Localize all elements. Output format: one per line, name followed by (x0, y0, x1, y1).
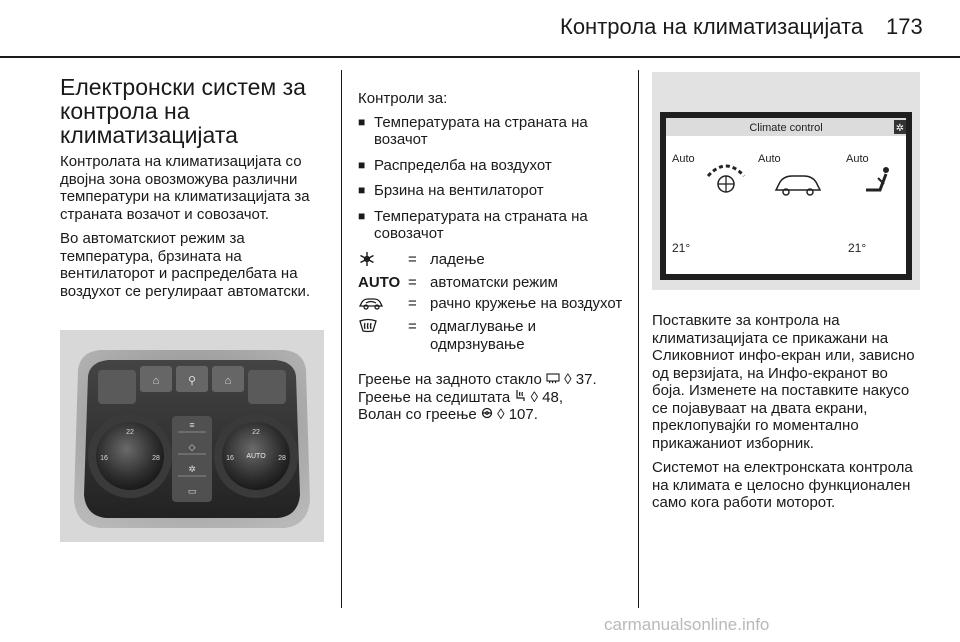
rear-window-heating-icon (546, 371, 564, 388)
page-ref-icon: ◊ (497, 406, 505, 423)
column-left (60, 70, 328, 307)
legend-row-auto (358, 274, 628, 292)
list-item (358, 114, 628, 149)
display-temp-right: 21° (848, 241, 867, 255)
ref-rear-window (358, 371, 628, 389)
page-header-title: Контрола на климатизацијата (560, 14, 864, 39)
left-knob-temp-right: 28 (152, 455, 160, 462)
display-info-paragraph: Поставките за контрола на климатизацијата се прикажани на Сликовниот инфо-екран или, зависно од верзијата, на Инфо-екранот во боја. Изменете на поставките накусо се појавуваат на двата екрани, преклопувајќи го моментално прикажаниот изборник. (652, 312, 915, 452)
cross-references (358, 371, 628, 424)
column-right (652, 312, 924, 519)
auto-label: AUTO (246, 453, 266, 460)
symbol-legend (358, 251, 628, 354)
legend-equals: = (408, 274, 417, 291)
heated-seat-icon (514, 389, 530, 406)
svg-text:≡: ≡ (189, 420, 195, 430)
svg-text:✲: ✲ (188, 464, 196, 474)
control-panel-photo (60, 330, 324, 542)
display-auto-label-3: Auto (846, 153, 869, 165)
ref-page[interactable]: 37. (575, 371, 597, 388)
bullet-icon: ■ (358, 157, 366, 172)
control-panel-illustration (60, 330, 324, 542)
legend-text: ладење (430, 250, 485, 268)
legend-row-cooling (358, 251, 628, 272)
legend-row-recirculation (358, 295, 628, 316)
section-title: Електронски систем за контрола на климатизацијата (60, 74, 306, 148)
ref-text: Греење на задното стакло (358, 371, 542, 388)
list-item (358, 157, 628, 175)
watermark: carmanualsonline.info (604, 615, 770, 634)
list-item-text: Распределба на воздухот (374, 156, 552, 174)
ref-page[interactable]: 48, (542, 388, 564, 406)
controls-intro: Контроли за: (358, 90, 448, 107)
svg-text:✲: ✲ (895, 123, 905, 134)
page-ref-icon: ◊ (530, 388, 538, 406)
legend-row-defrost (358, 318, 628, 353)
display-auto-label-2: Auto (758, 153, 781, 165)
ref-page[interactable]: 107. (508, 406, 538, 423)
climate-display-figure (652, 72, 920, 290)
auto-mode-symbol: AUTO (358, 274, 401, 291)
controls-bullet-list (358, 114, 628, 243)
svg-text:◇: ◇ (188, 442, 196, 452)
bullet-icon: ■ (358, 114, 366, 129)
list-item-text: Температурата на страната на совозачот (374, 207, 588, 242)
display-temp-left: 21° (672, 241, 691, 255)
bullet-icon: ■ (358, 208, 366, 223)
legend-equals: = (408, 318, 417, 335)
svg-text:▭: ▭ (187, 486, 197, 496)
list-item-text: Брзина на вентилаторот (374, 182, 544, 199)
ref-text: Волан со греење (358, 406, 477, 423)
ref-seats (358, 389, 628, 407)
recirculation-car-icon (358, 295, 408, 316)
list-item (358, 182, 628, 200)
display-title: Climate control (749, 122, 823, 134)
list-item-text: Температурата на страната на возачот (374, 113, 588, 148)
climate-display-illustration (652, 72, 920, 290)
header-rule (0, 56, 960, 58)
legend-equals: = (408, 294, 417, 312)
list-item (358, 208, 628, 243)
svg-text:⌂: ⌂ (152, 375, 160, 387)
ref-steering-wheel (358, 406, 628, 424)
right-knob-temp-right: 28 (278, 455, 286, 462)
legend-text: рачно кружење на воздухот (430, 294, 623, 312)
column-divider-2 (638, 70, 639, 608)
legend-text: одмаглување и одмрзнување (430, 318, 537, 353)
svg-text:⚲: ⚲ (187, 375, 197, 387)
right-knob-temp-left: 16 (226, 455, 234, 462)
left-knob-temp-left: 16 (100, 455, 108, 462)
column-divider-1 (341, 70, 342, 608)
engine-note-paragraph: Системот на електронската контрола на климата е целосно функционален само кога работи моторот. (652, 459, 913, 511)
ref-text: Греење на седиштата (358, 388, 511, 406)
legend-equals: = (408, 250, 417, 268)
right-knob-temp-top: 22 (252, 429, 260, 436)
page-number: 173 (886, 14, 923, 39)
intro-paragraph: Контролата на климатизацијата со двојна зона овозможува различни температури на климатизацијата за страната возачот и совозачот. (60, 153, 310, 223)
auto-mode-paragraph: Во автоматскиот режим за температура, брзината на вентилаторот и распределбата на воздухот се регулираат автоматски. (60, 230, 311, 300)
display-auto-label-1: Auto (672, 153, 695, 165)
heated-steering-wheel-icon (481, 406, 497, 423)
left-knob-temp-top: 22 (126, 429, 134, 436)
windscreen-defrost-icon (358, 318, 408, 353)
column-middle (358, 90, 628, 424)
bullet-icon: ■ (358, 183, 366, 197)
legend-text: автоматски режим (430, 274, 558, 291)
svg-text:⌂: ⌂ (224, 375, 232, 387)
page-ref-icon: ◊ (564, 371, 572, 388)
snowflake-icon (358, 251, 408, 272)
